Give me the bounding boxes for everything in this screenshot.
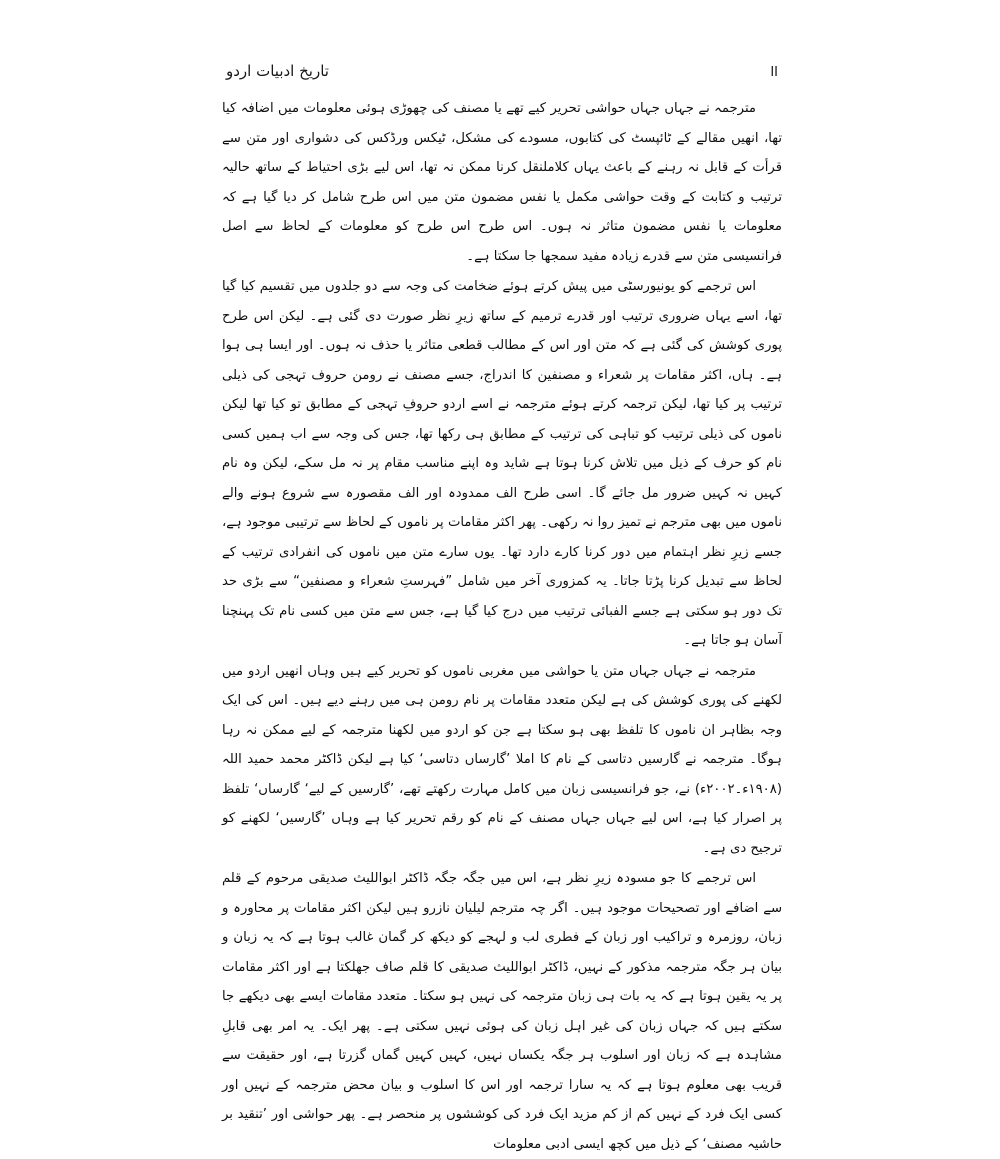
- page-content-area: [222, 62, 782, 1152]
- page-number: II: [770, 65, 778, 80]
- paragraph: اس ترجمے کو یونیورسٹی میں پیش کرتے ہوئے ضخامت کی وجہ سے دو جلدوں میں تقسیم کیا گیا تھا، اسے یہاں ضروری ترتیب اور قدرے ترمیم کے ساتھ زیرِ نظر صورت دی گئی ہے۔ لیکن اس طرح پوری کوشش کی گئی ہے کہ متن اور اس کے مطالب قطعی متاثر یا حذف نہ ہوں۔ اور ایسا ہی ہوا ہے۔ ہاں، اکثر مقامات پر شعراء و مصنفین کا اندراج، جسے مصنف نے رومن حروف تہجی کی ذیلی ترتیب پر کیا تھا، لیکن ترجمہ کرتے ہوئے مترجمہ نے اسے اردو حروفِ تہجی کے مطابق تو کیا تھا لیکن ناموں کی ذیلی ترتیب کو تباہی کی ترتیب کے مطابق ہی رکھا تھا، جس کی وجہ سے اب ہمیں کسی نام کو حرف کے ذیل میں تلاش کرنا ہوتا ہے شاید وہ اپنے مناسب مقام پر نہ مل سکے، لیکن وہ نام کہیں نہ کہیں ضرور مل جائے گا۔ اسی طرح الف ممدودہ اور الف مقصورہ سے شروع ہونے والے ناموں میں بھی مترجم نے تمیز روا نہ رکھی۔ پھر اکثر مقامات پر ناموں کے لحاظ سے ترتیبی موجود ہے، جسے زیرِ نظر اہتمام میں دور کرنا کارے دارد تھا۔ یوں سارے متن میں ناموں کی انفرادی ترتیب کے لحاظ سے تبدیل کرنا پڑتا جاتا۔ یہ کمزوری آخر میں شامل ”فہرستِ شعراء و مصنفین“ سے بڑی حد تک دور ہو سکتی ہے جسے الفبائی ترتیب میں درج کیا گیا ہے، جس سے متن میں کسی نام تک پہنچنا آسان ہو جاتا ہے۔: [222, 279, 782, 648]
- body-text: [222, 94, 782, 1159]
- paragraph: مترجمہ نے جہاں جہاں متن یا حواشی میں مغربی ناموں کو تحریر کیے ہیں وہاں انھیں اردو میں لکھنے کی پوری کوشش کی ہے لیکن متعدد مقامات پر نام رومن ہی میں رہنے دیے ہیں۔ اس کی ایک وجہ بظاہر ان ناموں کا تلفظ بھی ہو سکتا ہے جن کو اردو میں لکھنا مترجمہ کے لیے ممکن نہ رہا ہوگا۔ مترجمہ نے گارسیں دتاسی کے نام کا املا ’گارساں دتاسی‘ کیا ہے لیکن ڈاکٹر محمد حمید اللہ (۱۹۰۸ء۔۲۰۰۲ء) نے، جو فرانسیسی زبان میں کامل مہارت رکھتے تھے، ’گارسیں کے لیے‘ گارساں‘ تلفظ پر اصرار کیا ہے، اس لیے جہاں جہاں مصنف کے نام کو رقم تحریر کیا ہے وہاں ’گارسیں‘ لکھنے کو ترجیح دی ہے۔: [222, 663, 782, 856]
- running-head-book-title: تاریخ ادبیات اردو: [226, 62, 329, 80]
- paragraph: مترجمہ نے جہاں جہاں حواشی تحریر کیے تھے یا مصنف کی چھوڑی ہوئی معلومات میں اضافہ کیا تھا، انھیں مقالے کے ٹائپسٹ کی کتابوں، مسودے کی مشکل، ٹیکس ورڈکس کی دشواری اور متن سے قرأت کے قابل نہ رہنے کے باعث یہاں کلاملنقل کرنا ممکن نہ تھا، اس لیے بڑی احتیاط کے ساتھ حالیہ ترتیب و کتابت کے وقت حواشی مکمل یا نفس مضمون متن میں اس طرح شامل کر دیا گیا ہے کہ معلومات یا نفس مضمون متاثر نہ ہوں۔ اس طرح اس طرح کو معلومات کے لحاظ سے اصل فرانسیسی متن سے قدرے زیادہ مفید سمجھا جا سکتا ہے۔: [222, 101, 782, 264]
- page-header: [222, 62, 782, 80]
- paragraph: اس ترجمے کا جو مسودہ زیرِ نظر ہے، اس میں جگہ جگہ ڈاکٹر ابواللیث صدیقی مرحوم کے قلم سے اضافے اور تصحیحات موجود ہیں۔ اگر چہ مترجم لیلیان نازرو ہیں لیکن اکثر مقامات پر محاورہ و زبان، روزمرہ و تراکیب اور زبان کے فطری لب و لہجے کو دیکھ کر گمان غالب ہوتا ہے کہ یہ زبان و بیان ہر جگہ مترجمہ مذکور کے نہیں، ڈاکٹر ابواللیث صدیقی کا قلم صاف جھلکتا ہے اور اکثر مقامات پر یہ یقین ہوتا ہے کہ یہ بات ہی زبان مترجمہ کی نہیں ہو سکتا۔ متعدد مقامات ایسے بھی دیکھے جا سکتے ہیں کہ جہاں زبان کی غیر اہل زبان کی ہوئی نہیں سکتی ہے۔ پھر ایک۔ یہ امر بھی قابلِ مشاہدہ ہے کہ زبان اور اسلوب ہر جگہ یکساں نہیں، کہیں کہیں گماں گزرتا ہے، اور حقیقت سے قریب بھی معلوم ہوتا ہے کہ یہ سارا ترجمہ اور اس کا اسلوب و بیان محض مترجمہ کے نہیں اور کسی ایک فرد کے نہیں کم از کم مزید ایک فرد کی کوششوں پر منحصر ہے۔ پھر حواشی اور ’تنقید بر حاشیہ مصنف‘ کے ذیل میں کچھ ایسی ادبی معلومات: [222, 871, 782, 1152]
